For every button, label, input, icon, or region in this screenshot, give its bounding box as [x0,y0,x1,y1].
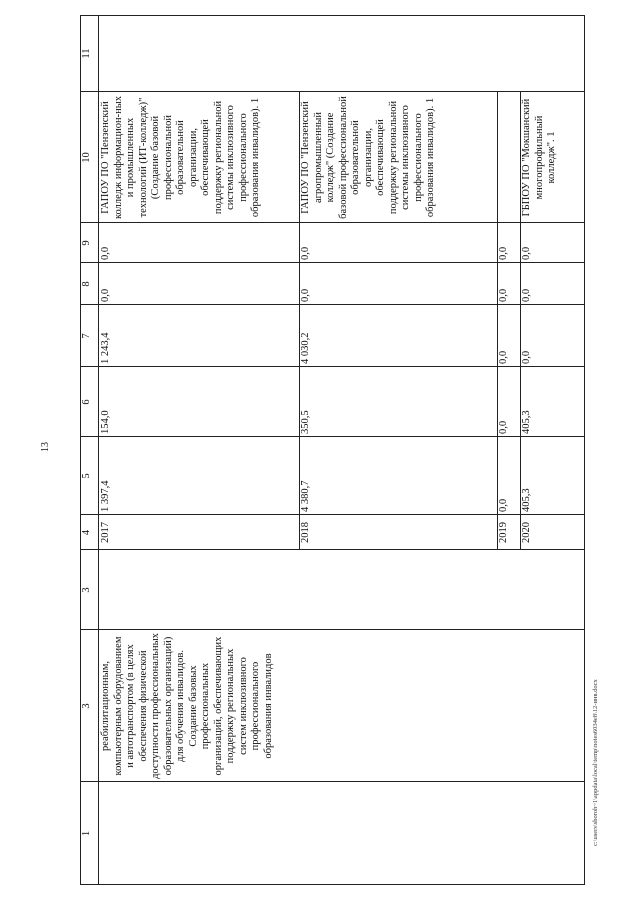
other-sources-cell: 0,0 [100,246,111,260]
row-divider [299,92,300,550]
header-col-10: 10 [81,152,92,163]
table-border [80,15,585,16]
year-cell: 2018 [300,522,311,543]
other-sources-cell: 0,0 [300,246,311,260]
column-divider [80,436,585,437]
column-divider [80,629,585,630]
total-cell: 1 397,4 [100,480,111,512]
federal-budget-cell: 0,0 [498,350,509,364]
header-divider [98,15,99,885]
header-col-1: 1 [81,830,92,837]
header-col-7: 7 [81,333,92,339]
local-budget-cell: 0,0 [498,288,509,302]
column-divider [80,514,585,515]
total-cell: 0,0 [498,498,509,512]
column-divider [80,222,585,223]
year-cell: 2019 [498,522,509,543]
table-border [80,884,585,885]
federal-budget-cell: 0,0 [521,350,532,364]
file-path-footer: c:\users\sboroh~1\appdata\local\temp\notes6034e8\12-инв.docx [592,679,599,846]
federal-budget-cell: 4 030,2 [300,332,311,364]
header-col-3b: 3 [81,587,92,593]
table-border [584,15,585,885]
regional-budget-cell: 405,3 [521,410,532,434]
regional-budget-cell: 0,0 [498,420,509,434]
executor-cell: ГБПОУ ПО "Мокшанский многопрофильный колледж". 1 [521,98,557,217]
local-budget-cell: 0,0 [521,288,532,302]
column-divider [80,262,585,263]
column-divider [80,91,585,92]
total-cell: 405,3 [521,488,532,512]
header-col-8: 8 [81,281,92,287]
header-col-4: 4 [81,529,92,536]
year-cell: 2020 [521,522,532,543]
executor-cell: ГАПОУ ПО "Пензенский колледж информацион-ных и промышленных технологий (ИТ-колледж)" (Создание базовой профессиональной образовательной организации, обеспечивающей поддержку региональной системы инклюзивного профессионального образования инвалидов). 1 [100,95,261,220]
local-budget-cell: 0,0 [100,288,111,302]
regional-budget-cell: 154,0 [100,410,111,434]
other-sources-cell: 0,0 [498,246,509,260]
row-divider [497,92,498,550]
column-divider [80,549,585,550]
header-col-5: 5 [81,473,92,479]
header-col-11: 11 [81,48,92,59]
other-sources-cell: 0,0 [521,246,532,260]
column-divider [80,366,585,367]
header-col-9: 9 [81,240,92,246]
column-divider [80,304,585,305]
regional-budget-cell: 350,5 [300,410,311,434]
header-col-3a: 3 [81,703,92,709]
total-cell: 4 380,7 [300,480,311,512]
executor-cell: ГАПОУ ПО "Пензенский агропромышленный колледж" (Создание базовой профессиональной образовательной организации, обеспечивающей поддержку региональной системы инклюзивного профессионального образования инвалидов). 1 [300,96,436,219]
federal-budget-cell: 1 243,4 [100,332,111,364]
column-divider [80,781,585,782]
year-cell: 2017 [100,522,111,543]
local-budget-cell: 0,0 [300,288,311,302]
page-number: 13 [40,442,51,452]
budget-table [80,15,585,885]
row-divider [520,92,521,550]
table-border [80,15,81,885]
measure-description: реабилитационным, компьютерным оборудованием и автотранспортом (в целях обеспечения физической доступности профессиональных образовательных организаций) для обучения инвалидов. Создание базовых профессиональных организаций, обеспечивающих поддержку региональных систем инклюзивного профессионального образования инвалидов [100,633,274,779]
header-col-6: 6 [81,399,92,405]
